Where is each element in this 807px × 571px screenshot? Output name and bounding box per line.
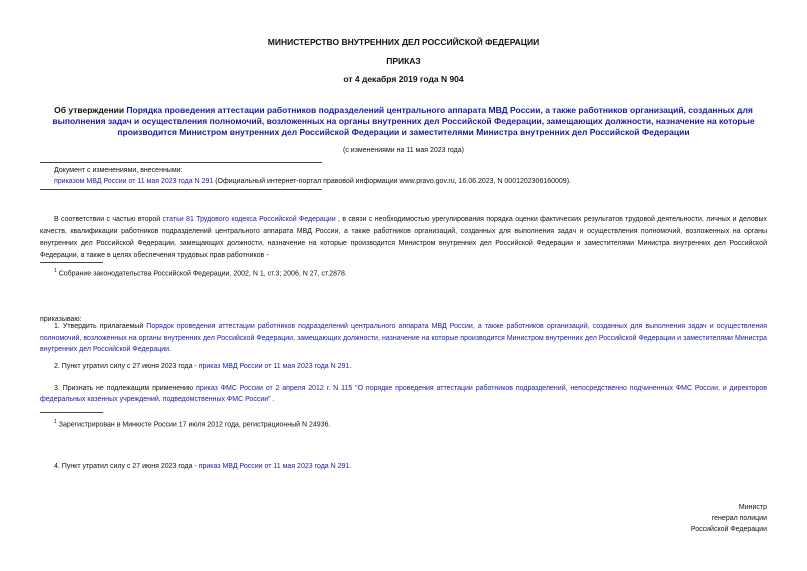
item-1: 1. Утвердить прилагаемый Порядок проведения аттестации работников подразделений центрального аппарата МВД России, а также работников организаций, созданных для выполнения задач и осуществления полномочий, возложенных на органы внутренних дел Российской Федерации, замещающих должности, назначение на которые производится Министром внутренних дел Российской Федерации и заместителями Министра внутренних дел Российской Федерации. [40,323,768,353]
procedure-link[interactable]: Порядок проведения аттестации работников подразделений центрального аппарата МВД России, а также работников организаций, созданных для выполнения задач и осуществления полномочий, возложенных на органы внутренних дел Российской Федерации, замещающих должности, назначение на которые производится Министром внутренних дел Российской Федерации и заместителями Министра внутренних дел Российской Федерации [40,323,768,353]
signature-line-3: Российской Федерации [690,526,767,533]
changes-link[interactable]: приказом МВД России от 11 мая 2023 года N 291 [54,178,214,185]
signature-block [691,502,767,535]
item-2: 2. Пункт утратил силу с 27 июня 2023 года - приказ МВД России от 11 мая 2023 года N 291. [54,363,352,370]
doc-type-heading: ПРИКАЗ [386,56,421,66]
document-title: Об утверждении Порядка проведения аттестации работников подразделений центрального аппарата МВД России, а также работников организаций, созданных для выполнения задач и осуществления полномочий, возложенных на органы внутренних дел Российской Федерации, замещающих должности, назначение на которые производится Министром внутренних дел Российской Федерации и заместителями Министра внутренних дел Российской Федерации [52,105,755,137]
footnote-1: $^1$ Собрание законодательства Российской Федерации, 2002, N 1, ст.3; 2006, N 27, ст.2878. [54,268,347,278]
item-2-link[interactable]: приказ МВД России от 11 мая 2023 года N 291 [198,363,350,370]
changes-line-2: приказом МВД России от 11 мая 2023 года N 291 (Официальный интернет-портал правовой информации www.pravo.gov.ru, 16.06.2023, N 0001202306160009). [54,178,571,185]
signature-line-1: Министр [738,504,767,511]
amendments-note: (с изменениями на 11 мая 2023 года) [343,147,464,154]
item-3: 3. Признать не подлежащим применению приказ ФМС России от 2 апреля 2012 г. N 115 "О порядке проведения аттестации работников подразделений, непосредственно подчиненных ФМС России, и директоров федеральных казенных учреждений, подведомственных ФМС России" . [40,385,767,403]
order-word: приказываю: [40,316,82,323]
changes-line-1: Документ с изменениями, внесенными: [54,167,183,174]
item-4-link[interactable]: приказ МВД России от 11 мая 2023 года N 291 [198,463,350,470]
footnote-divider [40,412,103,413]
item-4: 4. Пункт утратил силу с 27 июня 2023 года - приказ МВД России от 11 мая 2023 года N 291. [54,463,352,470]
date-number-heading: от 4 декабря 2019 года N 904 [343,74,464,84]
fms-order-link[interactable]: приказ ФМС России от 2 апреля 2012 г. N 115 "О порядке проведения аттестации работников подразделений, непосредственно подчиненных ФМС России, и директоров федеральных казенных учреждений, подведомственных ФМС России" [40,385,767,403]
footnote-2: $^1$ Зарегистрирован в Минюсте России 17 июля 2012 года, регистрационный N 24936. [54,419,331,429]
divider [40,189,322,190]
footnote-divider [40,262,103,263]
ministry-heading: МИНИСТЕРСТВО ВНУТРЕННИХ ДЕЛ РОССИЙСКОЙ ФЕДЕРАЦИИ [267,37,540,47]
labor-code-link[interactable]: статьи 81 Трудового кодекса Российской Федерации [162,216,336,223]
signature-line-2: генерал полиции [711,515,767,522]
preamble-paragraph: В соответствии с частью второй статьи 81 Трудового кодекса Российской Федерации , в связи с необходимостью урегулирования порядка оценки фактических результатов трудовой деятельности, личных и деловых качеств, квалификации работников подразделений центрального аппарата МВД России, а также работников организаций, созданных для выполнения задач и осуществления полномочий, возложенных на органы внутренних дел Российской Федерации, замещающих должности, назначение на которые производится Министром внутренних дел Российской Федерации и заместителями Министра внутренних дел Российской Федерации, а также в целях обеспечения трудовых прав работников - [40,216,767,259]
divider [40,162,322,163]
title-link[interactable]: Порядка проведения аттестации работников подразделений центрального аппарата МВД России, а также работников организаций, созданных для выполнения задач и осуществления полномочий, возложенных на органы внутренних дел Российской Федерации, замещающих должности, назначение на которые производится Министром внутренних дел Российской Федерации и заместителями Министра внутренних дел Российской Федерации [52,105,755,137]
